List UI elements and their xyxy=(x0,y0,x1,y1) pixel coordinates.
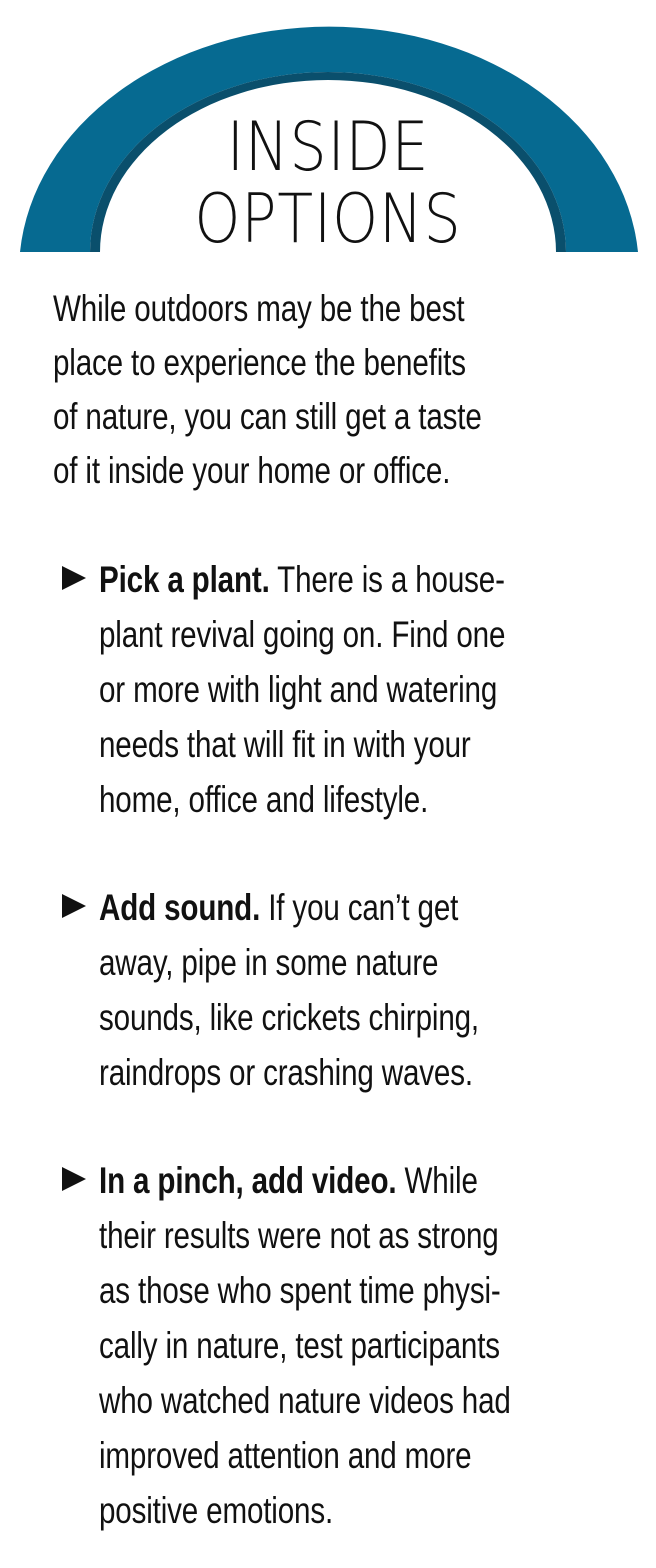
tip-text xyxy=(99,1153,651,1538)
title-line-1: INSIDE xyxy=(226,108,430,187)
tip-text xyxy=(99,552,651,827)
tip-line: improved attention and more xyxy=(99,1435,472,1476)
tip-line: sounds, like crickets chirping, xyxy=(99,997,479,1038)
tip-line-rest: There is a house- xyxy=(269,559,505,600)
tip-lead: Pick a plant. xyxy=(99,559,270,600)
tip-line: positive emotions. xyxy=(99,1490,334,1531)
triangle-bullet-icon xyxy=(62,1167,86,1191)
triangle-bullet-icon xyxy=(62,894,86,918)
tips-list xyxy=(62,552,652,1538)
title-line-2: OPTIONS xyxy=(194,180,462,259)
tip-line xyxy=(99,552,651,607)
tip-line: raindrops or crashing waves. xyxy=(99,1052,473,1093)
tip-line-rest: While xyxy=(396,1160,478,1201)
tip-lead: In a pinch, add video. xyxy=(99,1160,397,1201)
tip-line xyxy=(99,880,651,935)
intro-line: of it inside your home or office. xyxy=(53,450,451,491)
tip-line: cally in nature, test participants xyxy=(99,1325,500,1366)
tip-text xyxy=(99,880,651,1100)
tip-line: their results were not as strong xyxy=(99,1215,499,1256)
tip-pick-a-plant xyxy=(62,552,652,827)
tip-lead: Add sound. xyxy=(99,887,261,928)
tip-line-rest: If you can’t get xyxy=(260,887,459,928)
tip-line: or more with light and watering xyxy=(99,669,498,710)
page-title xyxy=(46,108,610,259)
triangle-bullet-icon xyxy=(62,566,86,590)
intro-line: of nature, you can still get a taste xyxy=(53,396,482,437)
tip-line: plant revival going on. Find one xyxy=(99,614,506,655)
intro-paragraph xyxy=(53,282,613,498)
tip-line: needs that will fit in with your xyxy=(99,724,471,765)
tip-line: as those who spent time physi- xyxy=(99,1270,501,1311)
tip-line: away, pipe in some nature xyxy=(99,942,439,983)
tip-add-video xyxy=(62,1153,652,1538)
intro-line: While outdoors may be the best xyxy=(53,288,465,329)
tip-line: who watched nature videos had xyxy=(99,1380,511,1421)
intro-line: place to experience the benefits xyxy=(53,342,466,383)
tip-line xyxy=(99,1153,651,1208)
tip-line: home, office and lifestyle. xyxy=(99,779,429,820)
tip-add-sound xyxy=(62,880,652,1100)
